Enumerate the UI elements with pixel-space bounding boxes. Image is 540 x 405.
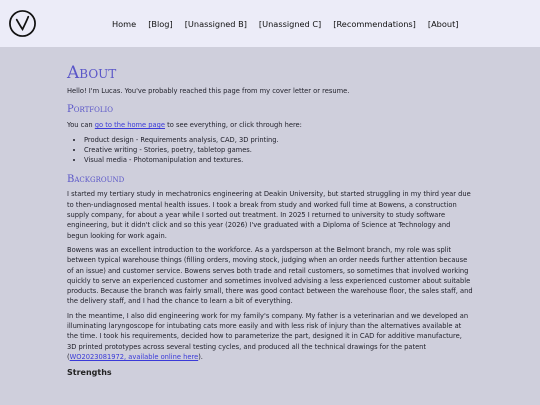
background-p3-text: In the meantime, I also did engineering work for my family's company. My father is a veterinarian and we developed an illuminating laryngoscope for intubating cats more easily and with less risk of injury than the alternatives available at the time. I took his requirements, decided how to parameterize the part, designed it in CAD for additive manufacture, 3D printed prototypes across several testing cycles, and produced all the technical drawings for the patent (: [67, 311, 469, 361]
portfolio-heading: Portfolio: [67, 104, 114, 116]
background-paragraph-2: Bowens was an excellent introduction to the workforce. As a yardsperson at the Belmont branch, my role was split between typical warehouse things (filling orders, moving stock, judging when an order needs further attention because of an issue) and customer service. Bowens serves both trade and retail customers, so sometimes that involved working quickly to serve an experienced customer and sometimes involved advising a less experienced customer about suitable products. Because the branch was fairly small, there was good contact between the warehouse floor, the sales staff, and the delivery staff, and I had the chance to learn a bit of everything.: [67, 245, 473, 306]
portfolio-text: [67, 120, 473, 130]
portfolio-item-product-design[interactable]: • Product design - Requirements analysis, CAD, 3D printing.: [84, 135, 473, 145]
intro-text: Hello! I'm Lucas. You've probably reached this page from my cover letter or resume.: [67, 87, 350, 95]
patent-link[interactable]: WO2023081972, available online here: [69, 352, 199, 361]
page-title: About: [67, 63, 117, 83]
portfolio-text-before: You can: [67, 121, 95, 130]
logo-icon[interactable]: [8, 9, 37, 38]
background-p3-end: ).: [198, 352, 203, 361]
main-nav: [112, 0, 470, 47]
portfolio-item-visual-media[interactable]: • Visual media - Photomanipulation and textures.: [84, 155, 473, 165]
background-paragraph-3: [67, 311, 473, 362]
main-content: [67, 47, 473, 377]
nav-unassigned-c[interactable]: [Unassigned C]: [258, 18, 322, 29]
nav-unassigned-b[interactable]: [Unassigned B]: [184, 18, 247, 29]
nav-about[interactable]: [About]: [427, 18, 459, 29]
top-navigation-bar: [0, 0, 540, 47]
nav-blog[interactable]: [Blog]: [148, 18, 173, 29]
strengths-heading: Strengths: [67, 368, 112, 378]
background-paragraph-1: I started my tertiary study in mechatronics engineering at Deakin University, but started struggling in my third year due to then-undiagnosed mental health issues. I took a break from study and worked full time at Bowens, a construction supply company, for about a year while I sorted out treatment. In 2025 I returned to university to study software engineering, but it didn't click and so this year (2026) I've graduated with a Diploma of Science at Technology and begun looking for work again.: [67, 190, 471, 240]
portfolio-item-creative-writing[interactable]: • Creative writing - Stories, poetry, tabletop games.: [84, 145, 473, 155]
nav-home[interactable]: Home: [112, 18, 137, 29]
home-page-link[interactable]: go to the home page: [94, 121, 165, 130]
portfolio-list: [67, 135, 473, 166]
portfolio-text-after: to see everything, or click through here:: [165, 121, 302, 130]
background-heading: Background: [67, 174, 125, 186]
nav-recommendations[interactable]: [Recommendations]: [333, 18, 416, 29]
